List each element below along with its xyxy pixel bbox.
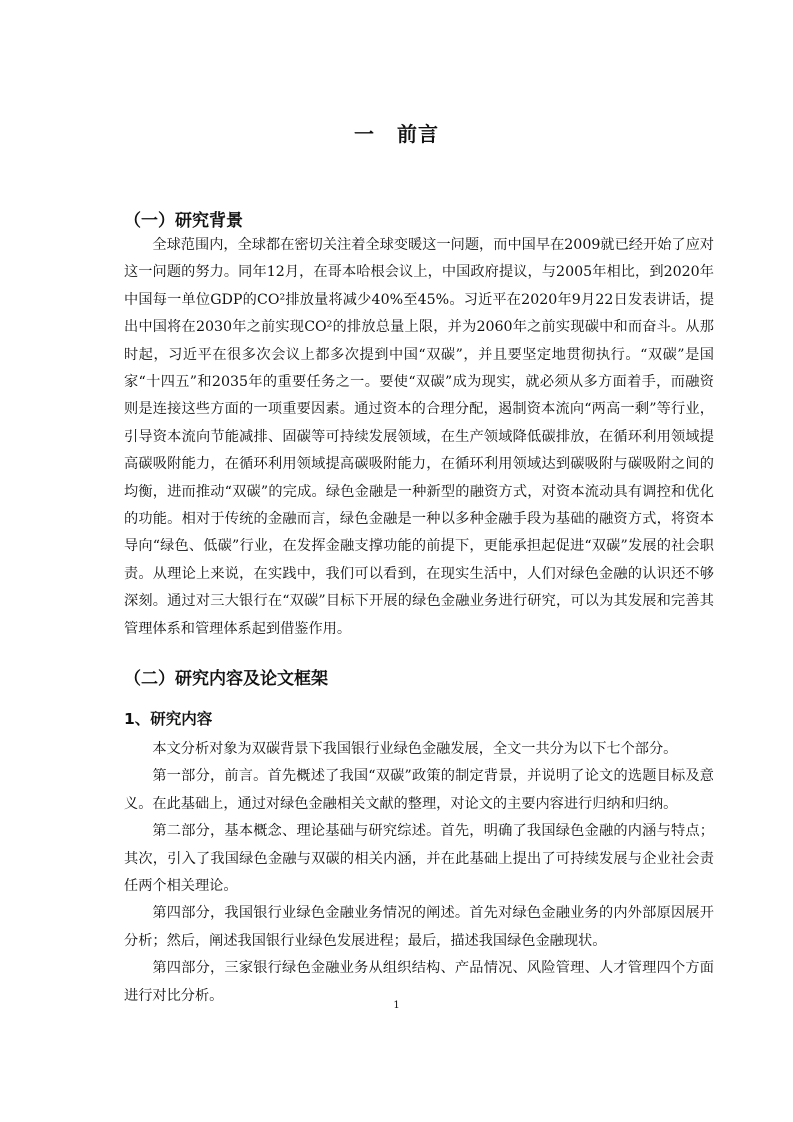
paragraph: 第一部分，前言。首先概述了我国“双碳”政策的制定背景，并说明了论文的选题目标及意义。在此基础上，通过对绿色金融相关文献的整理，对论文的主要内容进行归纳和归纳。 xyxy=(124,768,714,812)
page-number: 1 xyxy=(393,1000,400,1011)
section-background-body xyxy=(124,232,714,643)
paragraph: 全球范围内，全球都在密切关注着全球变暖这一问题，而中国早在2009就已经开始了应对这一问题的努力。同年12月，在哥本哈根会议上，中国政府提议，与2005年相比，到2020年中国每一单位GDP的CO²排放量将减少40%至45%。习近平在2020年9月22日发表讲话，提出中国将在2030年之前实现CO²的排放总量上限，并为2060年之前实现碳中和而奋斗。从那时起，习近平在很多次会议上都多次提到中国“双碳”，并且要坚定地贯彻执行。“双碳”是国家“十四五”和2035年的重要任务之一。要使“双碳”成为现实，就必须从多方面着手，而融资则是连接这些方面的一项重要因素。通过资本的合理分配，遏制资本流向“两高一剩”等行业，引导资本流向节能减排、固碳等可持续发展领域，在生产领域降低碳排放，在循环利用领域提高碳吸附能力，在循环利用领域提高碳吸附能力，在循环利用领域达到碳吸附与碳吸附之间的均衡，进而推动“双碳”的完成。绿色金融是一种新型的融资方式，对资本流动具有调控和优化的功能。相对于传统的金融而言，绿色金融是一种以多种金融手段为基础的融资方式，将资本导向“绿色、低碳”行业，在发挥金融支撑功能的前提下，更能承担起促进“双碳”发展的社会职责。从理论上来说，在实践中，我们可以看到，在现实生活中，人们对绿色金融的认识还不够深刻。通过对三大银行在“双碳”目标下开展的绿色金融业务进行研究，可以为其发展和完善其管理体系和管理体系起到借鉴作用。 xyxy=(124,237,714,637)
chapter-number: 一 xyxy=(354,122,375,146)
chapter-title xyxy=(0,118,793,147)
paragraph: 第四部分，三家银行绿色金融业务从组织结构、产品情况、风险管理、人才管理四个方面进行对比分析。 xyxy=(124,960,714,1004)
chapter-name: 前言 xyxy=(397,122,439,146)
section-heading-content-framework: （二）研究内容及论文框架 xyxy=(124,669,328,689)
section-content-body xyxy=(124,736,714,1010)
paragraph: 本文分析对象为双碳背景下我国银行业绿色金融发展，全文一共分为以下七个部分。 xyxy=(152,741,678,757)
paragraph: 第四部分，我国银行业绿色金融业务情况的阐述。首先对绿色金融业务的内外部原因展开分析；然后，阐述我国银行业绿色发展进程；最后，描述我国绿色金融现状。 xyxy=(124,905,714,949)
paragraph: 第二部分，基本概念、理论基础与研究综述。首先，明确了我国绿色金融的内涵与特点；其次，引入了我国绿色金融与双碳的相关内涵，并在此基础上提出了可持续发展与企业社会责任两个相关理论。 xyxy=(124,823,714,895)
section-heading-background: （一）研究背景 xyxy=(124,211,243,231)
subsection-heading-research-content: 1、研究内容 xyxy=(124,710,213,728)
